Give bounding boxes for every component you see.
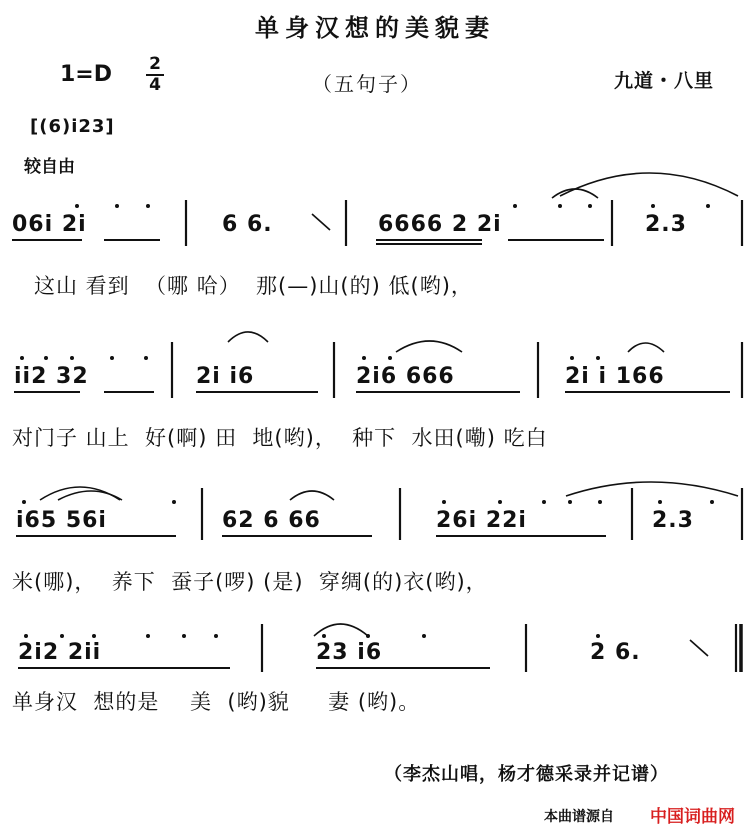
system-1-lyrics: 这山 看到 （哪 哈） 那(—)山(的) 低(哟)， — [34, 274, 473, 298]
octave-dot — [110, 356, 114, 360]
slur — [228, 332, 268, 342]
octave-dot — [60, 634, 64, 638]
octave-dot — [322, 634, 326, 638]
system-4-measure-3: 2 6. — [590, 640, 641, 665]
octave-dot — [706, 204, 710, 208]
octave-dot — [651, 204, 655, 208]
time-signature-bottom: 4 — [149, 75, 161, 95]
octave-dot — [588, 204, 592, 208]
tempo-marking: 较自由 — [24, 157, 75, 177]
slur — [560, 173, 738, 196]
octave-dot — [144, 356, 148, 360]
barlines — [172, 200, 742, 672]
breath-mark — [312, 214, 330, 230]
octave-dot — [596, 634, 600, 638]
octave-dot — [542, 500, 546, 504]
song-subtitle: （五句子） — [312, 72, 422, 96]
octave-dots — [20, 204, 714, 638]
beams — [12, 240, 730, 668]
octave-dot — [442, 500, 446, 504]
octave-dot — [146, 204, 150, 208]
octave-dot — [570, 356, 574, 360]
octave-dot — [598, 500, 602, 504]
system-3-measure-1: i65 56i — [16, 508, 107, 533]
octave-dot — [658, 500, 662, 504]
key-signature: 1=D — [60, 62, 113, 87]
octave-dot — [568, 500, 572, 504]
slur — [290, 491, 334, 500]
octave-dot — [498, 500, 502, 504]
octave-dot — [75, 204, 79, 208]
octave-dot — [172, 500, 176, 504]
system-1-measure-3: 6666 2 2i — [378, 212, 502, 237]
system-4-lyrics: 单身汉 想的是 美 (哟)貌 妻 (哟)。 — [12, 690, 421, 714]
source-site-link[interactable]: 中国词曲网 — [650, 807, 735, 827]
system-4-measure-2: 23 i6 — [316, 640, 383, 665]
slur — [396, 341, 462, 352]
slur — [552, 189, 598, 198]
octave-dot — [92, 634, 96, 638]
system-4-measure-1: 2i2 2ii — [18, 640, 102, 665]
octave-dot — [24, 634, 28, 638]
system-2-measure-4: 2i i 166 — [565, 364, 665, 389]
octave-dot — [513, 204, 517, 208]
slur — [58, 491, 122, 500]
octave-dot — [214, 634, 218, 638]
system-1-measure-2: 6 6. — [222, 212, 273, 237]
source-label: 本曲谱源自 — [544, 809, 614, 825]
credit-line: （李杰山唱，杨才德采录并记谱） — [384, 764, 669, 785]
octave-dot — [388, 356, 392, 360]
system-2-measure-3: 2i6 666 — [356, 364, 455, 389]
intro-notes: [(6)i23] — [30, 116, 115, 137]
octave-dot — [422, 634, 426, 638]
octave-dot — [22, 500, 26, 504]
octave-dot — [44, 356, 48, 360]
octave-dot — [20, 356, 24, 360]
song-title: 单身汉想的美貌妻 — [255, 14, 495, 42]
slur — [566, 482, 738, 496]
system-2-measure-1: ii2 32 — [14, 364, 89, 389]
system-2-measure-2: 2i i6 — [196, 364, 255, 389]
system-2-lyrics: 对门子 山上 好(啊) 田 地(哟)， 种下 水田(嘞) 吃白 — [12, 426, 548, 450]
breath-mark — [690, 640, 708, 656]
slurs — [40, 173, 738, 636]
octave-dot — [558, 204, 562, 208]
slur — [314, 624, 368, 636]
system-1-measure-1: 06i 2i — [12, 212, 87, 237]
system-3-measure-3: 26i 22i — [436, 508, 527, 533]
octave-dot — [70, 356, 74, 360]
octave-dot — [366, 634, 370, 638]
octave-dot — [362, 356, 366, 360]
octave-dot — [710, 500, 714, 504]
song-origin: 九道・八里 — [614, 70, 715, 92]
octave-dot — [115, 204, 119, 208]
slur — [628, 343, 664, 352]
breath-marks — [312, 214, 708, 656]
system-3-measure-4: 2.3 — [652, 508, 694, 533]
octave-dot — [182, 634, 186, 638]
octave-dot — [596, 356, 600, 360]
system-1-measure-4: 2.3 — [645, 212, 687, 237]
system-3-measure-2: 62 6 66 — [222, 508, 321, 533]
octave-dot — [146, 634, 150, 638]
system-3-lyrics: 米(哪)， 养下 蚕子(啰) (是) 穿绸(的)衣(哟)， — [12, 570, 488, 594]
time-signature-top: 2 — [149, 54, 161, 74]
